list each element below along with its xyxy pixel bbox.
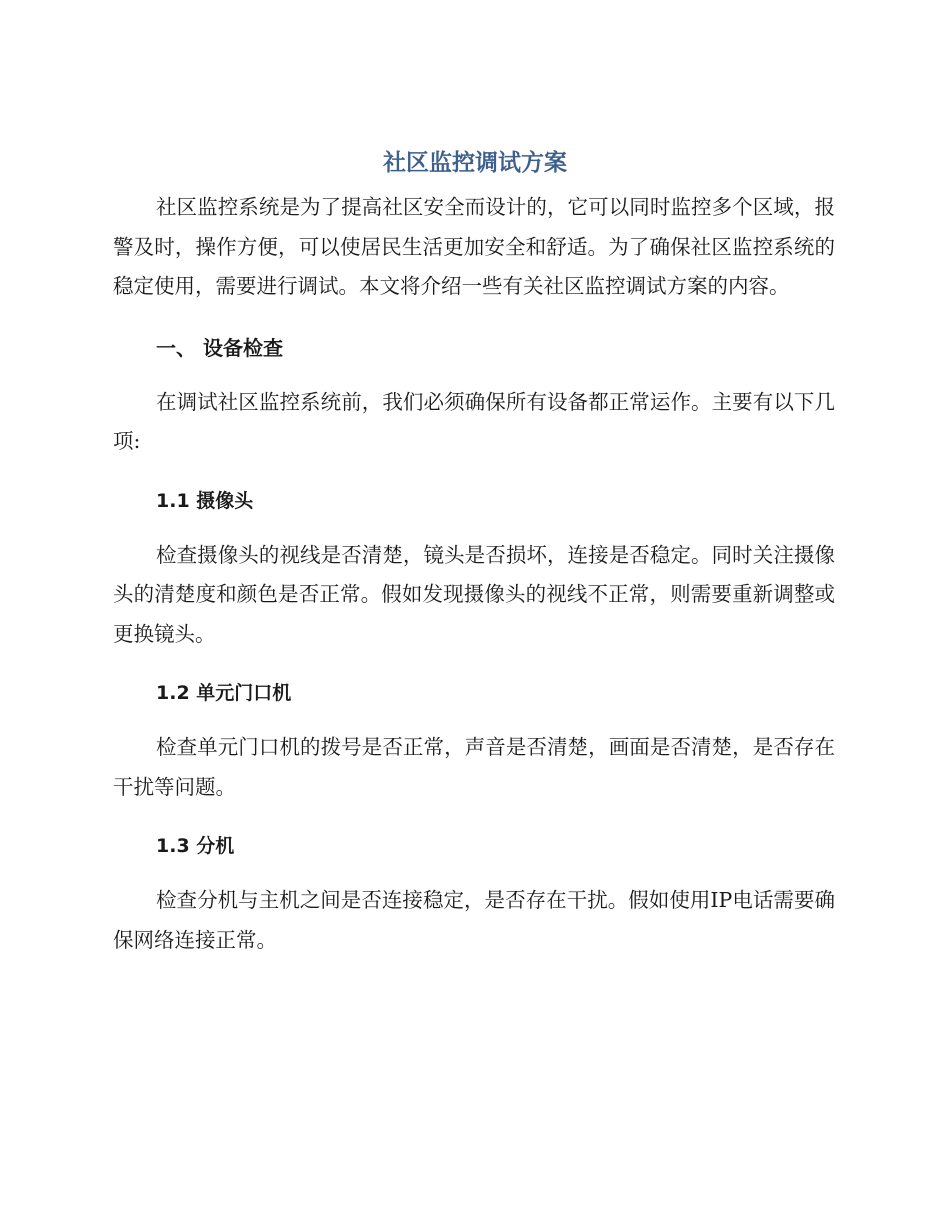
- subsection-heading-extension: 1.3 分机: [156, 835, 235, 857]
- section-heading-device-check: 一、 设备检查: [156, 335, 283, 360]
- subsection-door-unit-paragraph: 检查单元门口机的拨号是否正常，声音是否清楚，画面是否清楚，是否存在干扰等问题。: [113, 735, 835, 799]
- subsection-heading-camera: 1.1 摄像头: [156, 489, 254, 512]
- section-device-check-paragraph: 在调试社区监控系统前，我们必须确保所有设备都正常运作。主要有以下几项:: [113, 389, 835, 453]
- subsection-heading-door-unit: 1.2 单元门口机: [156, 682, 292, 704]
- subsection-camera-paragraph: 检查摄像头的视线是否清楚，镜头是否损坏，连接是否稳定。同时关注摄像头的清楚度和颜色是否正常。假如发现摄像头的视线不正常，则需要重新调整或更换镜头。: [113, 542, 835, 646]
- intro-paragraph: 社区监控系统是为了提高社区安全而设计的，它可以同时监控多个区域，报警及时，操作方便，可以使居民生活更加安全和舒适。为了确保社区监控系统的稳定使用，需要进行调试。本文将介绍一些有关社区监控调试方案的内容。: [113, 195, 835, 298]
- document-body: [113, 188, 835, 960]
- subsection-extension-paragraph: 检查分机与主机之间是否连接稳定，是否存在干扰。假如使用IP电话需要确保网络连接正常。: [113, 888, 835, 952]
- document-title: 社区监控调试方案: [383, 150, 567, 176]
